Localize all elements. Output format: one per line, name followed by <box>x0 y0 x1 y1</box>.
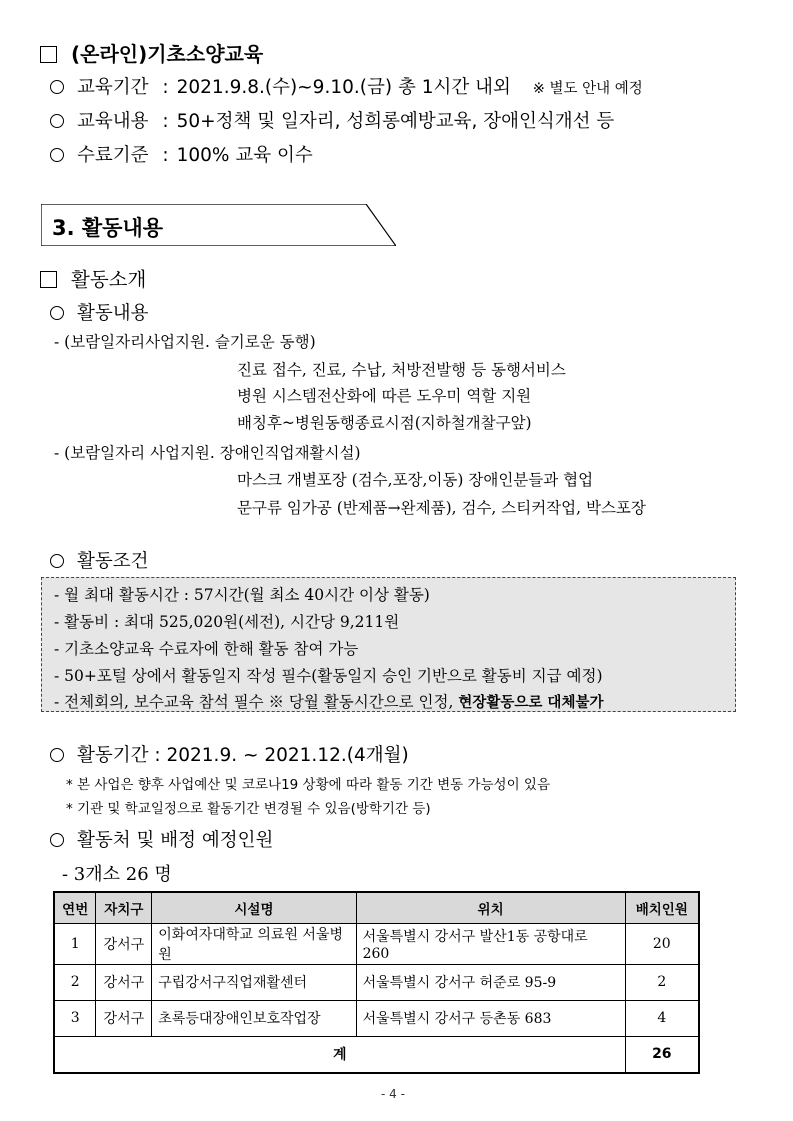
section-3-header <box>41 204 396 246</box>
column-header: 위치 <box>356 892 625 923</box>
table-row: 2 강서구 구립강서구직업재활센터 서울특별시 강서구 허준로 95-9 2 <box>54 964 699 1000</box>
education-content-item: 교육내용 : 50+정책 및 일자리, 성희롱예방교육, 장애인식개선 등 <box>50 107 614 133</box>
online-education-heading <box>40 38 263 67</box>
checkbox-square-icon <box>40 46 57 63</box>
group-1-line: 배칭후~병원동행종료시점(지하철개찰구앞) <box>237 414 532 432</box>
condition-line: - 활동비 : 최대 525,020원(세전), 시간당 9,211원 <box>54 613 400 631</box>
period-note: * 본 사업은 향후 사업예산 및 코로나19 상황에 따라 활동 기간 변동 가능성이 있음 <box>66 777 550 793</box>
circle-bullet-icon <box>50 554 64 568</box>
period-note: * 기관 및 학교일정으로 활동기간 변경될 수 있음(방학기간 등) <box>66 801 431 817</box>
circle-bullet-icon <box>50 80 64 94</box>
column-header: 연번 <box>54 892 96 923</box>
circle-bullet-icon <box>50 114 64 128</box>
table-header-row <box>54 892 699 923</box>
table-total-row <box>54 1036 699 1073</box>
group-1-line: 진료 접수, 진료, 수납, 처방전발행 등 동행서비스 <box>237 361 566 379</box>
group-1-line: 병원 시스템전산화에 따른 도우미 역할 지원 <box>237 387 532 405</box>
activity-content-heading: 활동내용 <box>50 299 148 325</box>
condition-line: - 월 최대 활동시간 : 57시간(월 최소 40시간 이상 활동) <box>54 586 430 604</box>
conditions-box <box>41 577 736 712</box>
condition-line: - 기초소양교육 수료자에 한해 활동 참여 가능 <box>54 640 359 658</box>
emphasis-text: 현장활동으로 대체불가 <box>458 695 604 711</box>
placement-summary: - 3개소 26 명 <box>62 864 172 885</box>
intro-heading: 활동소개 <box>40 264 146 292</box>
condition-line-last: - 전체회의, 보수교육 참석 필수 ※ 당월 활동시간으로 인정, 현장활동으로 대체불가 <box>54 693 604 711</box>
notice-note: ※ 별도 안내 예정 <box>532 81 643 97</box>
circle-bullet-icon <box>50 148 64 162</box>
total-label: 계 <box>54 1036 625 1073</box>
conditions-heading: 활동조건 <box>50 547 148 573</box>
checkbox-square-icon <box>40 271 57 288</box>
facility-table <box>53 891 700 1074</box>
completion-criteria-item: 수료기준 : 100% 교육 이수 <box>50 141 313 167</box>
group-2-line: 문구류 임가공 (반제품→완제품), 검수, 스티커작업, 박스포장 <box>237 499 646 517</box>
page-number: - 4 - <box>381 1087 405 1101</box>
education-period-item: 교육기간 : 2021.9.8.(수)~9.10.(금) 총 1시간 내외 ※ 별도 안내 예정 <box>50 73 643 99</box>
circle-bullet-icon <box>50 748 64 762</box>
section-3-title: 3. 활동내용 <box>52 216 164 240</box>
column-header: 자치구 <box>96 892 152 923</box>
circle-bullet-icon <box>50 306 64 320</box>
placement-heading: 활동처 및 배정 예정인원 <box>50 826 273 852</box>
table-row: 3 강서구 초록등대장애인보호작업장 서울특별시 강서구 등촌동 683 4 <box>54 1000 699 1036</box>
online-education-title: (온라인)기초소양교육 <box>71 42 264 66</box>
group-2-header: - (보람일자리 사업지원. 장애인직업재활시설) <box>54 444 361 462</box>
table-row: 1 강서구 이화여자대학교 의료원 서울병원 서울특별시 강서구 발산1동 공항대로 260 20 <box>54 923 699 964</box>
total-value: 26 <box>625 1036 699 1073</box>
period-heading: 활동기간 : 2021.9. ~ 2021.12.(4개월) <box>50 741 409 767</box>
column-header: 시설명 <box>152 892 356 923</box>
group-2-line: 마스크 개별포장 (검수,포장,이동) 장애인분들과 협업 <box>237 471 594 489</box>
column-header: 배치인원 <box>625 892 699 923</box>
group-1-header: - (보람일자리사업지원. 슬기로운 동행) <box>54 333 316 351</box>
condition-line: - 50+포털 상에서 활동일지 작성 필수(활동일지 승인 기반으로 활동비 지급 예정) <box>54 667 603 685</box>
circle-bullet-icon <box>50 833 64 847</box>
